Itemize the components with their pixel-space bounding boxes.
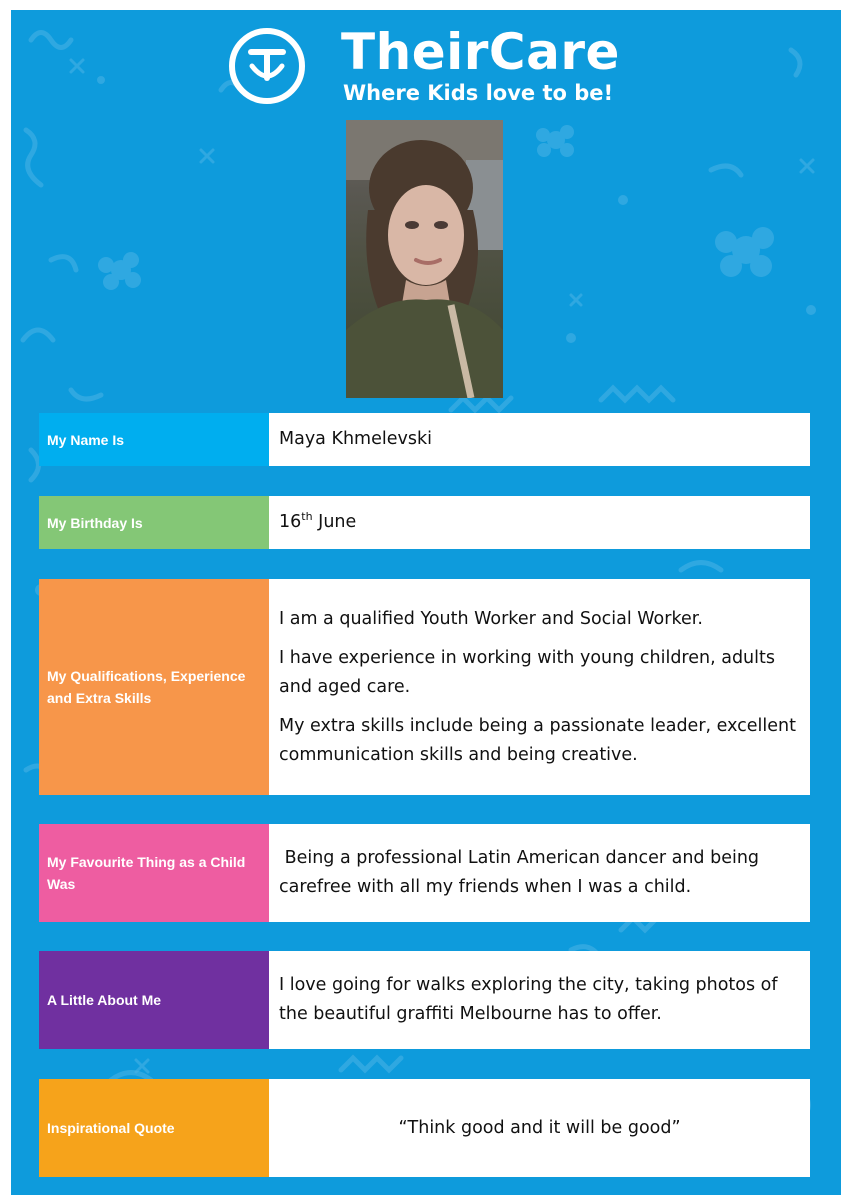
favourite-thing-value [269,824,810,922]
brand-name: TheirCare [341,23,620,81]
portrait-illustration [346,120,503,398]
staff-portrait-photo [346,120,503,398]
brand-tagline: Where Kids love to be! [343,81,614,105]
quote-label: Inspirational Quote [39,1079,269,1177]
birthday-value [269,496,810,549]
qualifications-line-2: I have experience in working with young children, adults and aged care. [279,647,775,697]
birthday-label: My Birthday Is [39,496,269,549]
about-me-value [269,951,810,1049]
about-me-row [39,951,810,1049]
qualifications-line-1: I am a qualified Youth Worker and Social Worker. [279,608,703,629]
name-value [269,413,810,466]
name-text: Maya Khmelevski [279,429,432,449]
favourite-thing-label: My Favourite Thing as a Child Was [39,824,269,922]
birthday-day: 16 [279,512,302,532]
quote-value [269,1079,810,1177]
quote-text: “Think good and it will be good” [398,1117,681,1138]
birthday-day-suffix: th [301,510,313,524]
about-me-label: A Little About Me [39,951,269,1049]
name-label: My Name Is [39,413,269,466]
favourite-thing-text: Being a professional Latin American dancer and being carefree with all my friends when I was a child. [279,848,765,897]
birthday-row [39,496,810,549]
name-row [39,413,810,466]
favourite-thing-row [39,824,810,922]
profile-poster [11,10,841,1195]
qualifications-row [39,579,810,795]
qualifications-value [269,579,810,795]
qualifications-label: My Qualifications, Experience and Extra Skills [39,579,269,795]
birthday-month: June [318,512,357,532]
theircare-logo-icon [227,26,307,106]
about-me-text: I love going for walks exploring the city, taking photos of the beautiful graffiti Melbourne has to offer. [279,975,778,1024]
quote-row [39,1079,810,1177]
qualifications-line-3: My extra skills include being a passionate leader, excellent communication skills and being creative. [279,715,796,765]
